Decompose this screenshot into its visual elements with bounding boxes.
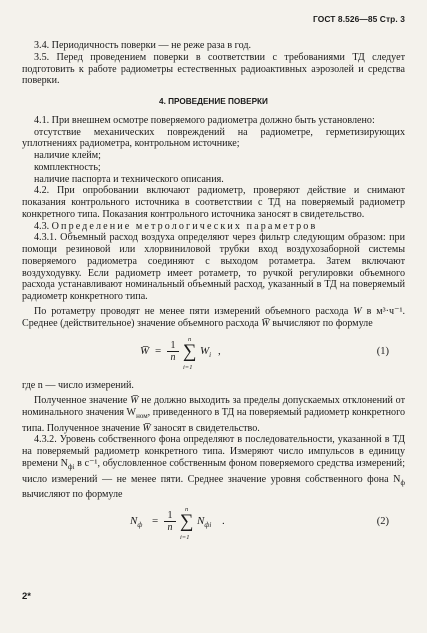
- text-run: в м³·ч⁻¹. Среднее (действительное) значение объемного расхода: [22, 305, 405, 329]
- term-subscript: i: [209, 351, 212, 360]
- symbol-w: W: [353, 305, 362, 317]
- lhs-symbol: N: [130, 515, 138, 528]
- text-run: , приведенного в ТД на поверяемый радиометр конкретного типа. Полученное значение: [22, 406, 406, 434]
- term-symbol: W: [200, 345, 210, 358]
- term-symbol: N: [197, 515, 205, 528]
- term-subscript: фi: [204, 521, 212, 530]
- paragraph-4-1: 4.1. При внешнем осмотре поверяемого радиометра должно быть установлено:: [34, 114, 375, 126]
- formula-equals: =: [152, 515, 159, 528]
- fraction-numerator: 1: [164, 510, 176, 522]
- sum-lower-limit: i=1: [180, 534, 190, 542]
- formula-lhs: W̅: [140, 345, 150, 358]
- fraction-numerator: 1: [167, 340, 179, 352]
- list-item: комплектность;: [34, 161, 101, 173]
- formula-fraction: [164, 510, 176, 533]
- equation-number: (2): [376, 516, 389, 528]
- subscript-nom: ном: [136, 411, 148, 420]
- list-item: отсутствие механических повреждений на радиометре, герметизирующих уплотнениях радиометра, контрольном источнике;: [22, 126, 405, 150]
- lhs-subscript: ф: [137, 521, 143, 530]
- heading-number: 4.3.: [34, 220, 50, 232]
- page-footer: 2*: [22, 591, 31, 602]
- text-run: вычисляют по формуле: [269, 317, 373, 329]
- sum-lower-limit: i=1: [183, 364, 193, 372]
- formula-1: [22, 332, 405, 376]
- text-run: Полученное значение: [34, 395, 131, 406]
- text-run: в с⁻¹, обусловленное собственным фоном поверяемого средства измерений; число измерений — не менее пяти. Среднее значение уровня собственного фона N: [22, 457, 406, 485]
- formula-tail: .: [222, 515, 225, 528]
- text-run: не должно выходить за пределы допускаемых отклонений от номинального значения W: [22, 395, 405, 418]
- paragraph-where: где n — число измерений.: [22, 380, 134, 392]
- formula-lhs: [130, 516, 142, 532]
- paragraph-4-3-heading: [22, 221, 405, 233]
- paragraph-3-4: 3.4. Периодичность поверки — не реже раза в год.: [34, 40, 251, 51]
- subscript-f: ф: [400, 478, 405, 487]
- formula-term: [200, 346, 211, 362]
- formula-fraction: [167, 340, 179, 363]
- symbol-w-bar: W̅: [142, 422, 151, 434]
- paragraph-received: [22, 395, 405, 434]
- paragraph-4-3-2: [22, 434, 405, 501]
- sum-upper-limit: n: [185, 506, 189, 514]
- list-item: наличие клейм;: [34, 150, 101, 161]
- formula-2: [22, 504, 405, 548]
- subscript-fi: фi: [67, 462, 75, 471]
- symbol-w-bar: W̅: [130, 395, 139, 406]
- heading-text: Определение метрологических параметров: [51, 220, 318, 232]
- list-item: наличие паспорта и технического описания.: [34, 173, 224, 185]
- text-run: По ротаметру проводят не менее пяти измерений объемного расхода: [34, 305, 354, 317]
- section-title: 4. ПРОВЕДЕНИЕ ПОВЕРКИ: [159, 97, 268, 106]
- paragraph-rotameter: [22, 306, 405, 330]
- equation-number: (1): [376, 346, 389, 358]
- sum-upper-limit: n: [188, 336, 192, 344]
- text-run: заносят в свидетельство.: [150, 422, 260, 434]
- formula-equals: =: [155, 345, 162, 358]
- sigma-symbol: ∑: [180, 511, 194, 533]
- text-run: 4.3.2. Уровень собственного фона определяют в последовательности, указанной в ТД на поверяемый радиометр конкретного типа. Измеряют число импульсов в единицу времени N: [22, 434, 405, 469]
- fraction-denominator: n: [167, 522, 173, 534]
- document-body: [22, 40, 405, 552]
- page-header: ГОСТ 8.526—85 Стр. 3: [313, 14, 405, 24]
- formula-tail: ,: [218, 345, 221, 358]
- paragraph-4-2: 4.2. При опробовании включают радиометр, проверяют действие и снимают показания контрольного источника в соответствии с ТД на поверяемый радиометр конкретного типа. Показания контрольного источника заносят в свидетельство.: [22, 185, 405, 220]
- text-run: вычисляют по формуле: [22, 489, 123, 501]
- fraction-denominator: n: [170, 352, 176, 364]
- paragraph-3-5: 3.5. Перед проведением поверки в соответствии с требованиями ТД следует подготовить к работе радиометры естественных радиоактивных аэрозолей и средства поверки.: [22, 51, 405, 87]
- formula-term: [197, 516, 211, 532]
- sigma-symbol: ∑: [183, 341, 197, 363]
- paragraph-4-3-1: 4.3.1. Объемный расход воздуха определяют через фильтр следующим образом: при помощи резиновой или хлорвиниловой трубки вход воздухозаборной системы поверяемого радиометра соединяют с выходом ротаметра. Затем включают воздуходувку. Если радиометр имеет ротаметр, то ручкой регулировки объемного расхода устанавливают номинальный объемный расход, указанный в ТД на поверяемый радиометр конкретного типа.: [22, 232, 405, 302]
- symbol-w-bar: W̅: [261, 317, 270, 329]
